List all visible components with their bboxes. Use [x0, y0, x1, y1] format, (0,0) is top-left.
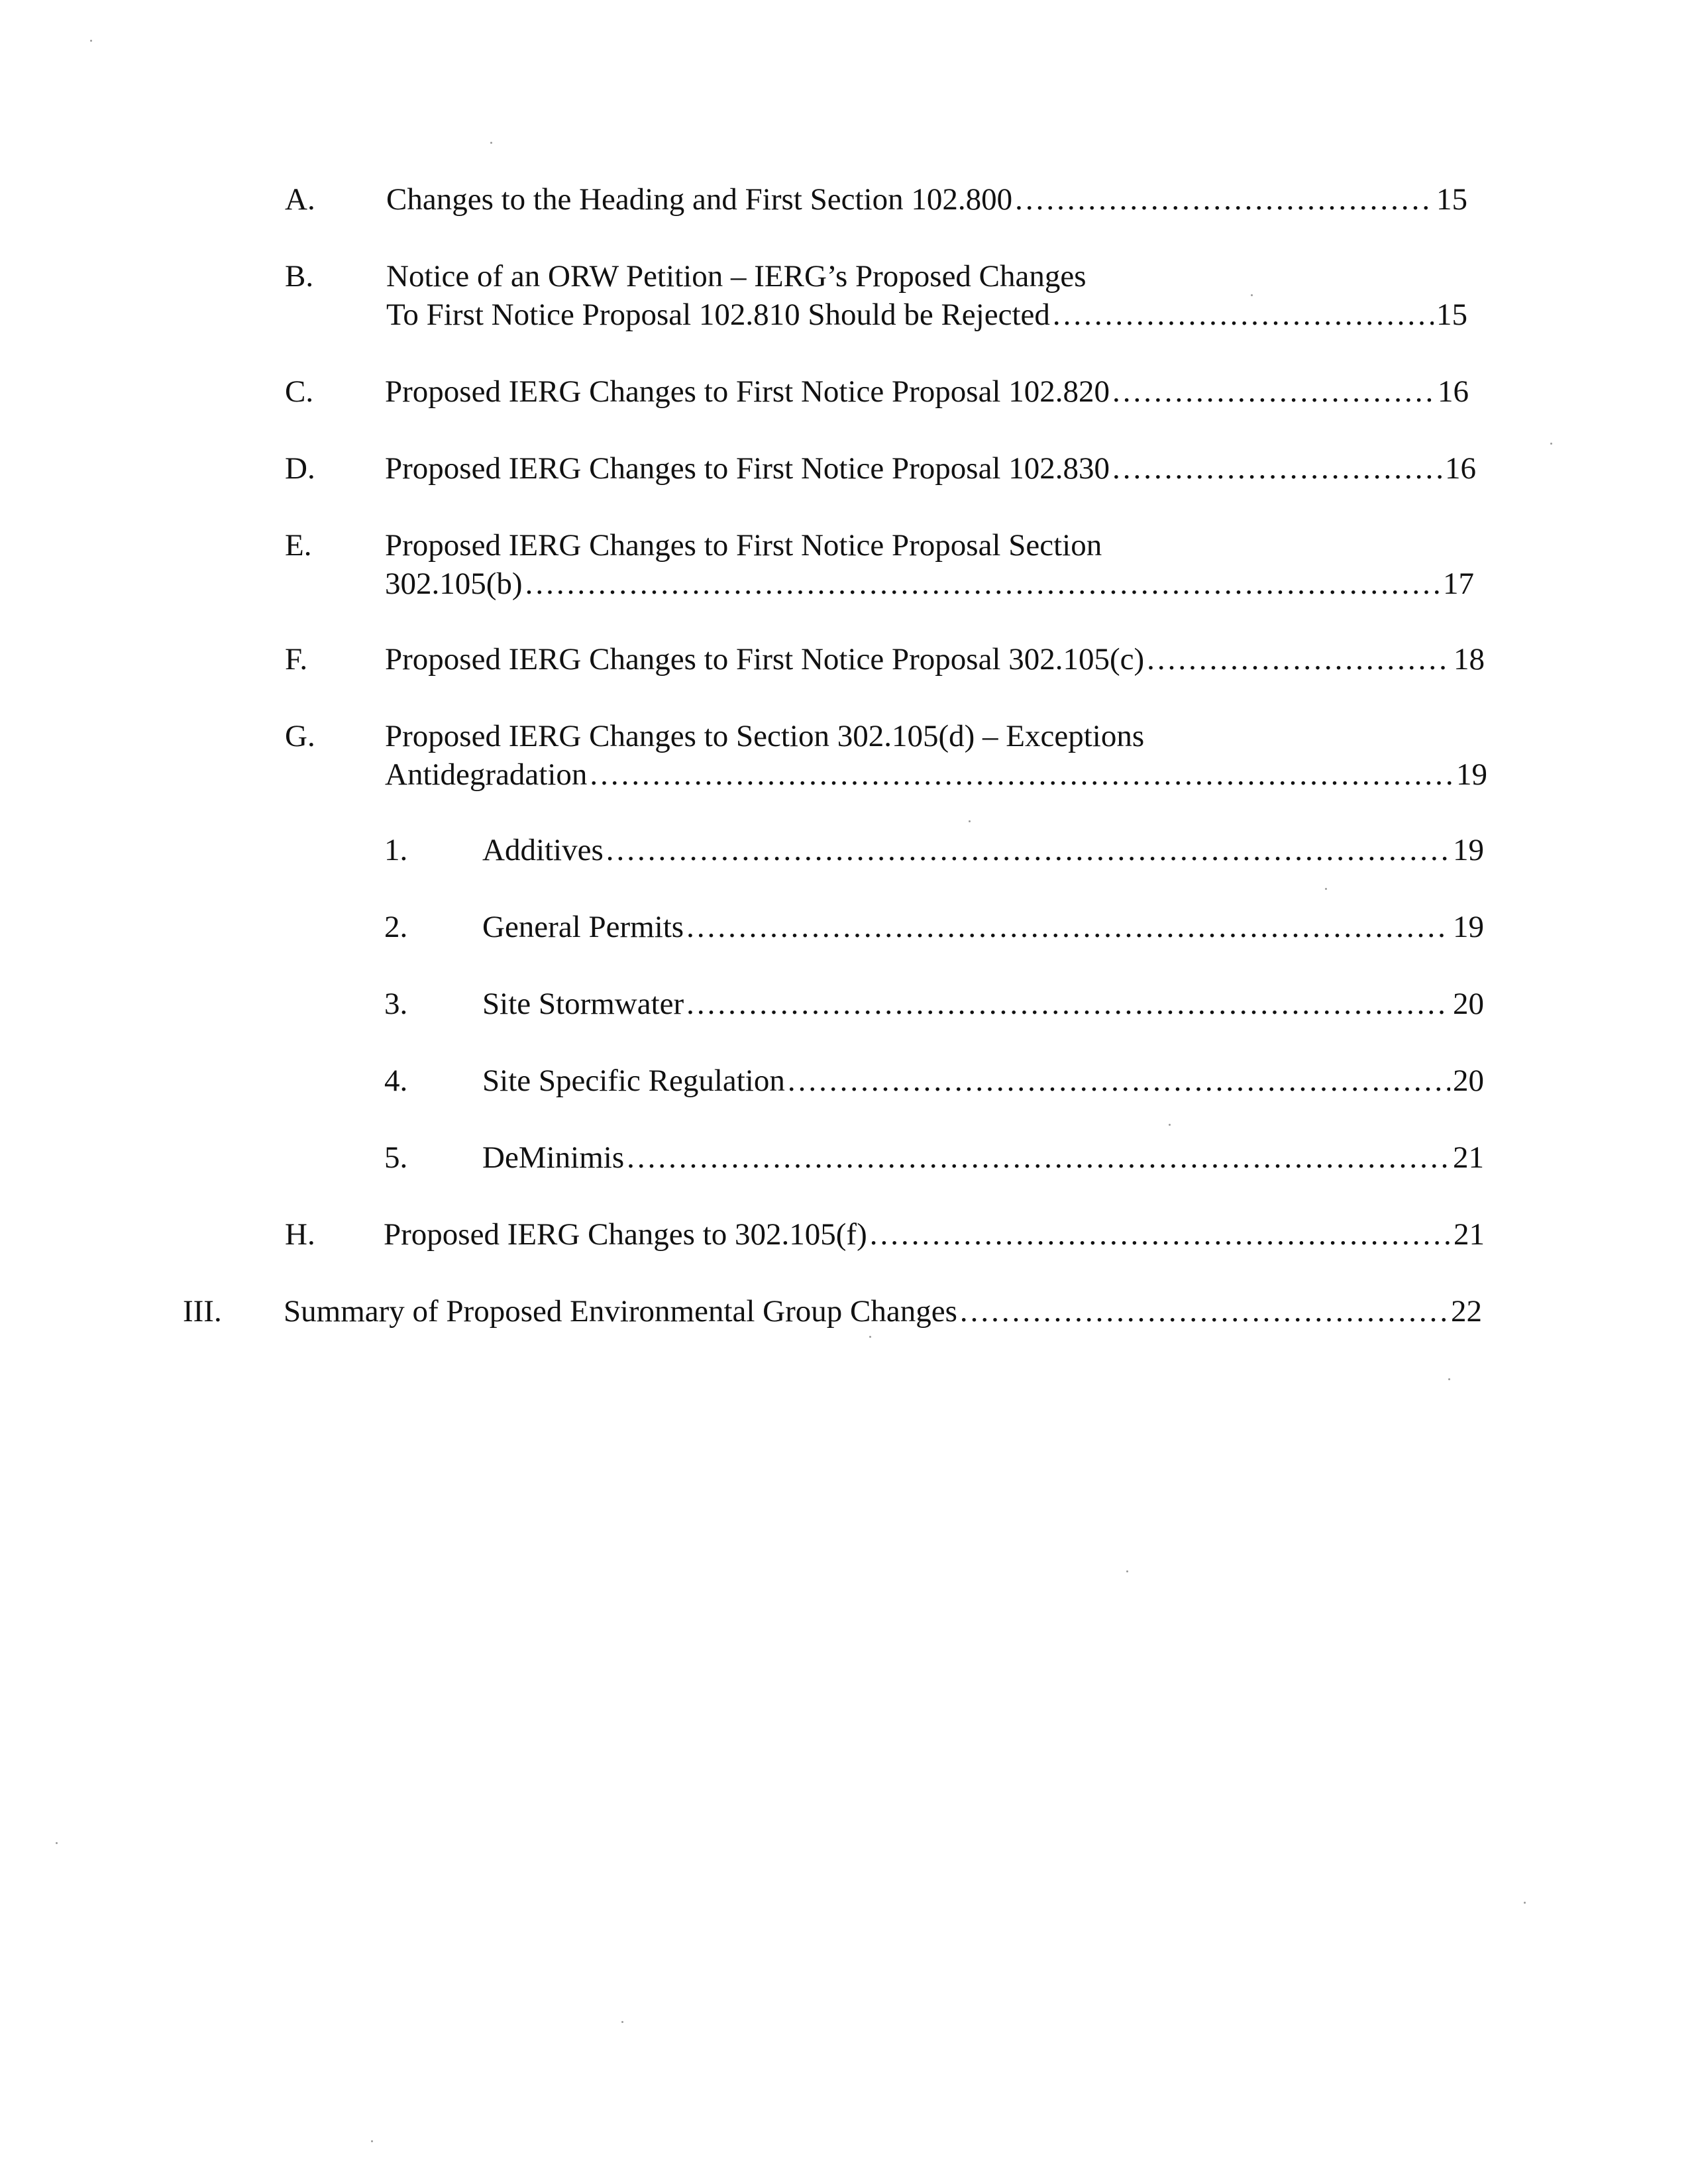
- toc-page-number: 22: [1451, 1294, 1482, 1329]
- toc-entry-body: [385, 372, 1469, 411]
- toc-page-number: 15: [1436, 298, 1467, 332]
- toc-page-number: 18: [1454, 642, 1485, 677]
- toc-page-number: 21: [1453, 1140, 1484, 1175]
- dot-leader: [686, 985, 1450, 1023]
- toc-entry-body: [384, 1215, 1485, 1254]
- toc-line: [385, 755, 1487, 794]
- toc-entry-label: B.: [285, 259, 314, 294]
- toc-line: [482, 831, 1484, 869]
- toc-line: [284, 1292, 1482, 1331]
- toc-page-number: 20: [1453, 1064, 1484, 1098]
- scan-speck: [371, 2140, 373, 2142]
- toc-line: [385, 526, 1474, 565]
- toc-page-number: 19: [1456, 757, 1487, 792]
- dot-leader: [1112, 449, 1442, 488]
- scan-speck: [1325, 888, 1327, 890]
- dot-leader: [1053, 296, 1434, 334]
- dot-leader: [627, 1138, 1450, 1177]
- toc-entry-title: Proposed IERG Changes to First Notice Proposal 302.105(c): [385, 642, 1145, 677]
- toc-page-number: 15: [1436, 182, 1467, 217]
- toc-entry-title: Summary of Proposed Environmental Group Changes: [284, 1294, 957, 1329]
- toc-entry-title: Proposed IERG Changes to First Notice Proposal 102.830: [385, 451, 1110, 486]
- dot-leader: [788, 1062, 1450, 1100]
- toc-line: [386, 296, 1467, 334]
- toc-entry-title: To First Notice Proposal 102.810 Should be Rejected: [386, 298, 1050, 332]
- dot-leader: [525, 565, 1440, 603]
- toc-page-number: 21: [1454, 1217, 1485, 1252]
- toc-entry-label: III.: [183, 1294, 222, 1329]
- toc-entry-title: Proposed IERG Changes to First Notice Proposal Section: [385, 528, 1102, 563]
- toc-entry-body: [386, 180, 1467, 219]
- toc-entry-label: 1.: [384, 833, 408, 867]
- toc-entry-title: Additives: [482, 833, 604, 867]
- toc-page-number: 17: [1443, 567, 1474, 601]
- toc-entry-body: [482, 985, 1484, 1023]
- toc-line: [482, 1138, 1484, 1177]
- toc-entry-body: [385, 717, 1487, 794]
- toc-line: [386, 257, 1467, 296]
- toc-page-number: 16: [1445, 451, 1476, 486]
- toc-line: [482, 1062, 1484, 1100]
- dot-leader: [1015, 180, 1434, 219]
- toc-page-number: 20: [1453, 987, 1484, 1021]
- toc-entry-label: 3.: [384, 987, 408, 1021]
- scan-speck: [1126, 1570, 1128, 1572]
- toc-entry-label: D.: [285, 451, 315, 486]
- toc-entry-label: C.: [285, 374, 314, 409]
- toc-entry-label: 5.: [384, 1140, 408, 1175]
- toc-entry-title: 302.105(b): [385, 567, 523, 601]
- toc-entry-body: [482, 908, 1484, 946]
- toc-entry-title: Changes to the Heading and First Section 102.800: [386, 182, 1013, 217]
- toc-line: [385, 449, 1476, 488]
- toc-page-number: 16: [1438, 374, 1469, 409]
- toc-entry-body: [482, 1062, 1484, 1100]
- toc-entry-body: [284, 1292, 1482, 1331]
- toc-page-number: 19: [1453, 910, 1484, 944]
- dot-leader: [606, 831, 1450, 869]
- scan-speck: [621, 2021, 623, 2023]
- toc-line: [385, 372, 1469, 411]
- toc-entry-title: Antidegradation: [385, 757, 588, 792]
- toc-entry-label: 2.: [384, 910, 408, 944]
- toc-entry-title: Proposed IERG Changes to 302.105(f): [384, 1217, 867, 1252]
- toc-line: [482, 908, 1484, 946]
- toc-entry-label: G.: [285, 719, 315, 753]
- toc-entry-title: General Permits: [482, 910, 684, 944]
- toc-entry-body: [482, 1138, 1484, 1177]
- toc-entry-label: A.: [285, 182, 315, 217]
- toc-line: [386, 180, 1467, 219]
- scan-speck: [1169, 1124, 1171, 1126]
- dot-leader: [960, 1292, 1448, 1331]
- dot-leader: [590, 755, 1454, 794]
- scan-speck: [1251, 294, 1253, 296]
- toc-entry-title: DeMinimis: [482, 1140, 625, 1175]
- toc-entry-title: Site Specific Regulation: [482, 1064, 785, 1098]
- scan-speck: [969, 820, 971, 822]
- toc-entry-title: Proposed IERG Changes to Section 302.105(d) – Exceptions: [385, 719, 1145, 753]
- scan-speck: [869, 1336, 871, 1338]
- toc-line: [385, 640, 1485, 679]
- scan-speck: [90, 40, 92, 42]
- toc-entry-label: H.: [285, 1217, 315, 1252]
- toc-entry-title: Proposed IERG Changes to First Notice Proposal 102.820: [385, 374, 1110, 409]
- scan-speck: [1524, 1902, 1526, 1904]
- toc-entry-title: Site Stormwater: [482, 987, 684, 1021]
- scan-speck: [1550, 443, 1552, 445]
- toc-entry-body: [482, 831, 1484, 869]
- toc-entry-body: [385, 449, 1476, 488]
- toc-entry-body: [385, 526, 1474, 603]
- dot-leader: [1147, 640, 1451, 679]
- toc-entry-label: E.: [285, 528, 312, 563]
- dot-leader: [870, 1215, 1451, 1254]
- toc-line: [385, 717, 1487, 755]
- toc-line: [385, 565, 1474, 603]
- toc-line: [384, 1215, 1485, 1254]
- dot-leader: [686, 908, 1450, 946]
- toc-line: [482, 985, 1484, 1023]
- dot-leader: [1112, 372, 1435, 411]
- toc-entry-label: F.: [285, 642, 308, 677]
- toc-page-number: 19: [1453, 833, 1484, 867]
- toc-entry-title: Notice of an ORW Petition – IERG’s Proposed Changes: [386, 259, 1086, 294]
- scan-speck: [1448, 1378, 1450, 1380]
- toc-entry-body: [385, 640, 1485, 679]
- toc-entry-body: [386, 257, 1467, 334]
- scan-speck: [56, 1842, 58, 1844]
- toc-entry-label: 4.: [384, 1064, 408, 1098]
- scan-speck: [490, 142, 492, 144]
